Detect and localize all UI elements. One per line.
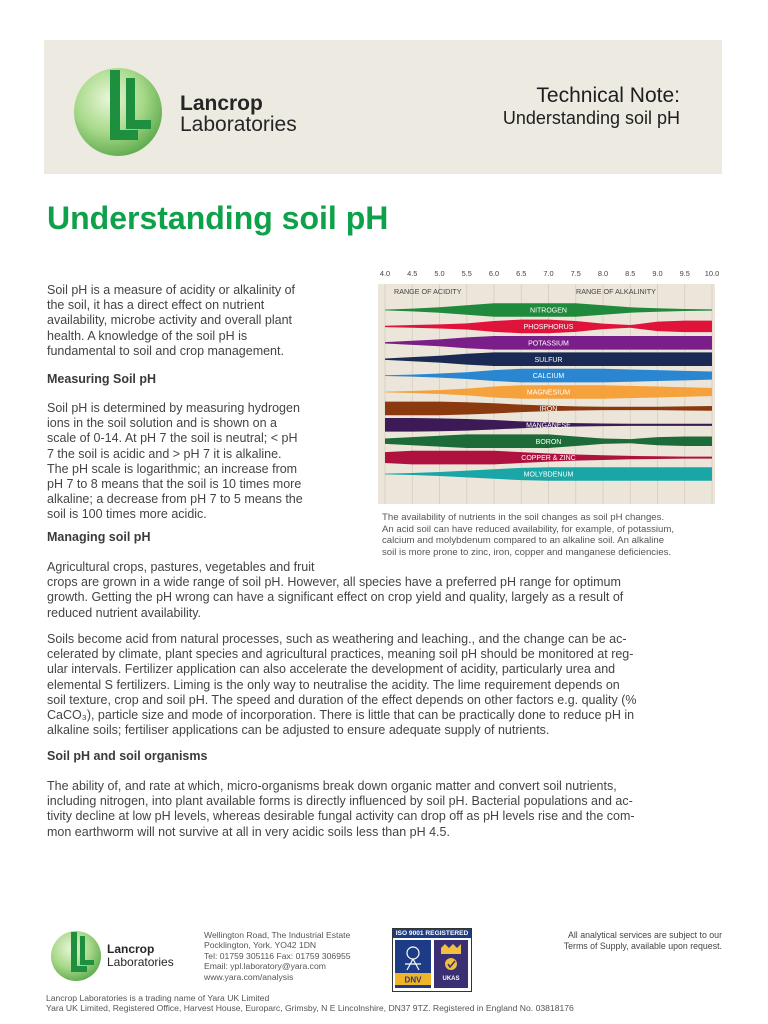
text-line: growth. Getting the pH wrong can have a significant effect on crop yield and quality, largely as a result of <box>47 590 624 605</box>
nutrient-label: POTASSIUM <box>528 340 569 348</box>
x-tick-label: 8.5 <box>625 269 636 278</box>
page-title: Understanding soil pH <box>47 200 389 236</box>
iso-certification-badge <box>392 928 472 992</box>
address-line: Wellington Road, The Industrial Estate <box>204 930 351 940</box>
footer-brand-subname: Laboratories <box>107 955 174 969</box>
organisms-paragraph <box>47 779 727 840</box>
terms-line: Terms of Supply, available upon request. <box>563 941 722 951</box>
text-line: Agricultural crops, pastures, vegetables and fruit <box>47 560 315 574</box>
email-link[interactable]: Email: ypl.laboratory@yara.com <box>204 961 326 972</box>
text-line: The ability of, and rate at which, micro-organisms break down organic matter and convert soil nutrients, <box>47 779 617 793</box>
x-tick-label: 7.5 <box>570 269 581 278</box>
text-line: scale of 0-14. At pH 7 the soil is neutral; < pH <box>47 431 298 446</box>
x-tick-label: 9.5 <box>679 269 690 278</box>
section-heading-measuring: Measuring Soil pH <box>47 372 157 386</box>
dnv-label: DNV <box>404 975 422 985</box>
measuring-paragraph <box>47 401 347 523</box>
text-line: fundamental to soil and crop management. <box>47 343 284 358</box>
text-line: 7 the soil is acidic and > pH 7 it is alkaline. <box>47 446 282 461</box>
text-line: alkaline soils; fertiliser applications can be adjusted to ensure adequate supply of nutrients. <box>47 723 550 738</box>
text-line: elemental S fertilizers. Liming is the only way to neutralise the acidity. The lime requirement depends on <box>47 677 620 692</box>
section-heading-organisms: Soil pH and soil organisms <box>47 749 208 763</box>
text-line: Soil pH is determined by measuring hydrogen <box>47 401 300 415</box>
x-tick-label: 4.0 <box>379 269 391 278</box>
footer-brand-name: Lancrop <box>107 942 155 956</box>
nutrient-label: PHOSPHORUS <box>523 324 574 331</box>
iso-registered-label: ISO 9001 REGISTERED <box>393 929 471 938</box>
nutrient-label: SULFUR <box>534 356 563 364</box>
text-line: pH 7 to 8 means that the soil is 10 times more <box>47 477 302 492</box>
text-line: celerated by climate, plant species and agricultural practices, meaning soil pH should be monitored at reg- <box>47 647 634 662</box>
brand-subname: Laboratories <box>180 113 297 136</box>
caption-line: calcium and molybdenum compared to an alkaline soil. An alkaline <box>382 535 665 547</box>
caption-line: soil is more prone to zinc, iron, copper and manganese deficiencies. <box>382 546 672 558</box>
x-tick-label: 6.5 <box>516 269 527 278</box>
footer-legal-text <box>46 993 574 1014</box>
text-line: the soil, it has a direct effect on nutrient <box>47 298 265 313</box>
x-tick-label: 10.0 <box>704 269 720 278</box>
text-line: tivity decline at low pH levels, whereas desirable fungal activity can drop off as pH levels rise and the com- <box>47 809 635 824</box>
chart-caption <box>382 512 722 558</box>
caption-line: An acid soil can have reduced availability, for example, of potassium, <box>382 523 675 535</box>
text-line: ions in the soil solution and is shown on a <box>47 416 278 431</box>
terms-line: All analytical services are subject to our <box>567 930 722 940</box>
nutrient-label: BORON <box>535 438 562 446</box>
ukas-label: UKAS <box>442 976 460 982</box>
text-line: Soils become acid from natural processes, such as weathering and leaching., and the change can be ac- <box>47 632 627 646</box>
nutrient-label: CALCIUM <box>532 373 565 381</box>
nutrient-label: IRON <box>539 406 558 413</box>
range-of-alkalinity-label: RANGE OF ALKALINITY <box>576 287 656 296</box>
text-line: reduced nutrient availability. <box>47 605 202 620</box>
technical-note-label: Technical Note: <box>536 84 680 107</box>
terms-of-supply-note <box>564 930 722 952</box>
x-tick-label: 7.0 <box>543 269 554 278</box>
text-line: crops are grown in a wide range of soil pH. However, all species have a preferred pH range for optimum <box>47 575 621 590</box>
nutrient-label: MAGNESIUM <box>526 389 571 397</box>
legal-line: Lancrop Laboratories is a trading name of Yara UK Limited <box>46 993 270 1003</box>
header-banner <box>44 40 722 174</box>
x-tick-label: 5.0 <box>434 269 445 278</box>
text-line: soil texture, crop and soil pH. The speed and duration of the effect depends on other factors e.g. quality (% <box>47 692 637 707</box>
nutrient-availability-chart <box>370 264 722 508</box>
x-tick-label: 5.5 <box>461 269 472 278</box>
range-of-acidity-label: RANGE OF ACIDITY <box>394 287 462 296</box>
nutrient-label: COPPER & ZINC <box>521 455 576 463</box>
x-tick-label: 6.0 <box>488 269 500 278</box>
text-line: Soil pH is a measure of acidity or alkalinity of <box>47 283 296 297</box>
text-line: availability, microbe activity and overall plant <box>47 313 293 328</box>
nutrient-label: MOLYBDENUM <box>523 471 574 479</box>
managing-paragraph-2 <box>47 632 727 738</box>
brand-name: Lancrop <box>180 92 263 115</box>
text-line: alkaline; a decrease from pH 7 to 5 means the <box>47 492 303 507</box>
caption-line: The availability of nutrients in the soil changes as soil pH changes. <box>382 512 665 523</box>
footer-address <box>204 930 351 982</box>
nutrient-label: NITROGEN <box>530 307 567 315</box>
text-line: mon earthworm will not survive at all in very acidic soils less than pH 4.5. <box>47 824 450 839</box>
text-line: soil is 100 times more acidic. <box>47 507 207 522</box>
address-line: Tel: 01759 305116 Fax: 01759 306955 <box>204 950 351 961</box>
managing-paragraph-1 <box>47 560 727 621</box>
dnv-ukas-icons <box>393 938 471 990</box>
text-line: including nitrogen, into plant available forms is directly influenced by soil pH. Bacterial populations and ac- <box>47 794 633 809</box>
nutrient-label: MANGANESE <box>526 422 571 430</box>
x-tick-label: 8.0 <box>597 269 609 278</box>
x-tick-label: 4.5 <box>407 269 418 278</box>
text-line: CaCO₃), particle size and mode of incorporation. There is little that can be practically done to reduce pH in <box>47 708 635 723</box>
address-line: Pocklington, York. YO42 1DN <box>204 940 317 951</box>
legal-line: Yara UK Limited, Registered Office, Harvest House, Europarc, Grimsby, N E Lincolnshire, DN37 9TZ. Registered in England No. 03818176 <box>46 1003 574 1014</box>
intro-paragraph <box>47 283 347 359</box>
x-tick-label: 9.0 <box>652 269 663 278</box>
text-line: The pH scale is logarithmic; an increase from <box>47 461 298 476</box>
section-heading-managing: Managing soil pH <box>47 530 151 544</box>
footer-lancrop-logo-icon <box>50 928 104 982</box>
text-line: health. A knowledge of the soil pH is <box>47 328 248 343</box>
technical-note-title: Understanding soil pH <box>502 108 680 128</box>
website-link[interactable]: www.yara.com/analysis <box>204 971 294 982</box>
lancrop-logo-icon <box>72 64 164 156</box>
text-line: ular intervals. Fertilizer application can also accelerate the development of acidity, particularly urea and <box>47 662 616 677</box>
